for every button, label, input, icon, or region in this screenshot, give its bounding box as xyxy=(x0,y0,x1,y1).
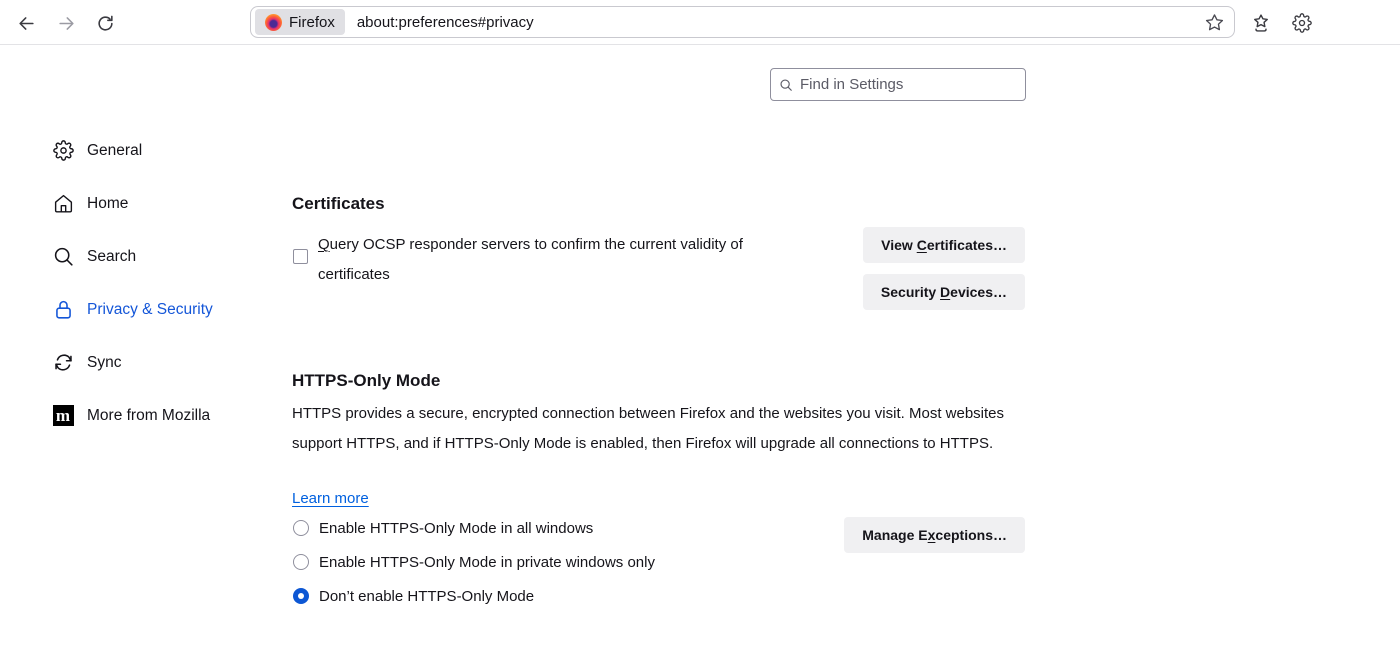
site-identity-chip[interactable] xyxy=(255,9,345,35)
radio-label: Enable HTTPS-Only Mode in all windows xyxy=(319,519,594,537)
sync-arrows-icon xyxy=(52,352,74,374)
reload-icon[interactable] xyxy=(92,10,118,36)
learn-more-link[interactable]: Learn more xyxy=(292,490,369,507)
find-in-settings-input[interactable] xyxy=(800,76,1017,93)
save-to-library-icon[interactable] xyxy=(1249,11,1273,35)
radio-https-private-only[interactable] xyxy=(293,545,655,579)
preferences-sidebar xyxy=(52,124,213,442)
mozilla-m-icon: m xyxy=(52,405,74,427)
back-icon[interactable] xyxy=(13,10,39,36)
settings-gear-icon[interactable] xyxy=(1290,11,1314,35)
firefox-logo-icon xyxy=(265,14,282,31)
button-text: ertificates… xyxy=(926,237,1007,253)
ocsp-checkbox-label[interactable] xyxy=(318,230,810,290)
home-icon xyxy=(52,193,74,215)
https-only-radio-group xyxy=(293,511,655,613)
site-identity-label: Firefox xyxy=(289,13,335,31)
security-devices-button[interactable] xyxy=(863,274,1025,310)
button-text: Security xyxy=(880,284,941,300)
manage-exceptions-button[interactable] xyxy=(844,517,1025,553)
button-text: Manage E xyxy=(862,527,928,543)
ocsp-checkbox[interactable] xyxy=(293,249,308,264)
sidebar-label: General xyxy=(87,141,143,159)
view-certificates-button[interactable] xyxy=(863,227,1025,263)
ocsp-label-text: uery OCSP responder servers to confirm the current validity of certificates xyxy=(318,236,743,283)
radio-label: Enable HTTPS-Only Mode in private windows only xyxy=(319,553,655,571)
radio-button[interactable] xyxy=(293,588,309,604)
sidebar-label: Search xyxy=(87,247,137,265)
lock-icon xyxy=(52,299,74,321)
ocsp-accesskey: Q xyxy=(318,236,330,253)
url-bar[interactable] xyxy=(250,6,1235,38)
sidebar-item-home[interactable] xyxy=(52,177,213,230)
button-accesskey: D xyxy=(940,284,951,300)
sidebar-label: More from Mozilla xyxy=(87,406,211,424)
radio-label: Don’t enable HTTPS-Only Mode xyxy=(319,587,535,605)
sidebar-item-search[interactable] xyxy=(52,230,213,283)
sidebar-item-sync[interactable] xyxy=(52,336,213,389)
sidebar-label: Sync xyxy=(87,353,122,371)
certificates-heading: Certificates xyxy=(292,194,385,213)
url-text[interactable]: about:preferences#privacy xyxy=(356,13,534,31)
radio-button[interactable] xyxy=(293,554,309,570)
sidebar-label: Privacy & Security xyxy=(87,300,213,318)
radio-https-disabled[interactable] xyxy=(293,579,655,613)
sidebar-item-privacy-security[interactable] xyxy=(52,283,213,336)
sidebar-label: Home xyxy=(87,194,129,212)
button-text: View xyxy=(881,237,917,253)
search-icon xyxy=(779,78,793,92)
sidebar-item-general[interactable] xyxy=(52,124,213,177)
radio-button[interactable] xyxy=(293,520,309,536)
button-accesskey: C xyxy=(916,237,927,253)
https-only-description: HTTPS provides a secure, encrypted connection between Firefox and the websites you visit. Most websites support HTTPS, and if HTTPS-Only Mode is enabled, then Firefox will upgrade all connections to HTTPS. xyxy=(292,405,1005,452)
https-only-heading: HTTPS-Only Mode xyxy=(292,371,441,390)
button-text: evices… xyxy=(950,284,1007,300)
button-text: ceptions… xyxy=(935,527,1007,543)
bookmark-star-icon[interactable] xyxy=(1205,13,1224,32)
sidebar-item-more-from-mozilla[interactable] xyxy=(52,389,213,442)
forward-icon[interactable] xyxy=(53,10,79,36)
button-accesskey: x xyxy=(927,527,936,543)
radio-https-all-windows[interactable] xyxy=(293,511,655,545)
browser-toolbar xyxy=(0,0,1400,45)
find-in-settings-box[interactable] xyxy=(770,68,1026,101)
gear-icon xyxy=(52,140,74,162)
magnifier-icon xyxy=(52,246,74,268)
